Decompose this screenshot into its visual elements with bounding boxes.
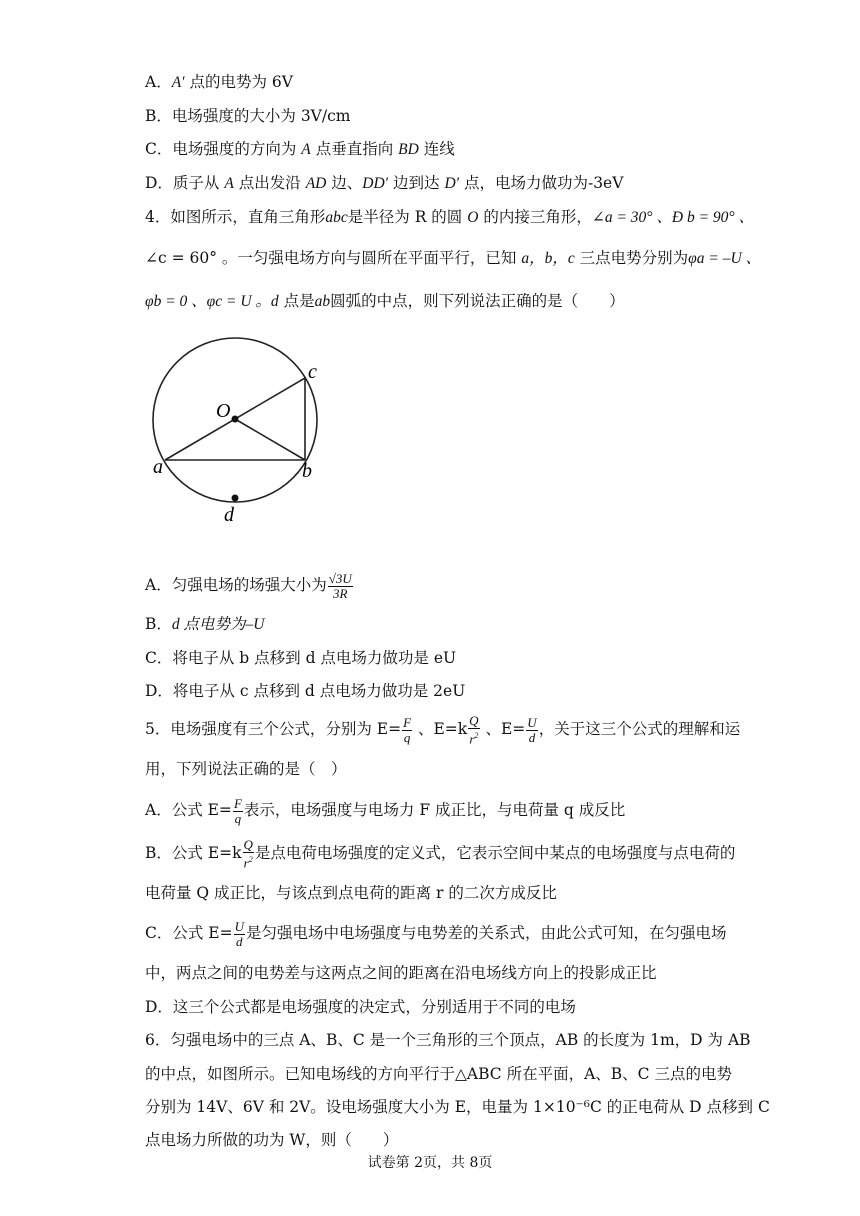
q4-stem-line3: φb = 0 、φc = U 。d 点是ab圆弧的中点，则下列说法正确的是（ ） <box>145 292 625 310</box>
q6-stem-line3: 分别为 14V、6V 和 2V。设电场强度大小为 E，电量为 1×10⁻⁶C 的正电荷从 D 点移到 C <box>145 1098 770 1116</box>
q6-stem-line4: 点电场力所做的功为 W，则（ ） <box>145 1131 399 1149</box>
q4-circle-figure <box>140 330 340 530</box>
center-point <box>232 416 239 423</box>
q3-option-d: D．质子从 A 点出发沿 AD 边、DD′ 边到达 D′ 点，电场力做功为-3eV <box>145 174 624 192</box>
q3-option-c: C．电场强度的方向为 A 点垂直指向 BD 连线 <box>145 140 455 158</box>
q4-option-b: B．d 点电势为–U <box>145 615 265 633</box>
q5-option-b-line2: 电荷量 Q 成正比，与该点到点电荷的距离 r 的二次方成反比 <box>145 884 557 902</box>
q3-option-b: B．电场强度的大小为 3V/cm <box>145 107 351 125</box>
label-o: O <box>216 400 231 422</box>
q6-stem-line1: 6．匀强电场中的三点 A、B、C 是一个三角形的三个顶点，AB 的长度为 1m，D 为 AB <box>145 1031 751 1049</box>
label-a: a <box>153 456 163 478</box>
q6-stem-line2: 的中点，如图所示。已知电场线的方向平行于△ABC 所在平面，A、B、C 三点的电势 <box>145 1065 732 1083</box>
label-c: c <box>308 361 317 383</box>
q4-option-d: D．将电子从 c 点移到 d 点电场力做功是 2eU <box>145 682 466 700</box>
label-b: b <box>302 460 312 482</box>
q5-option-b: B．公式 E=k $\frac{Q}{r^2}$ 是点电荷电场强度的定义式，它表示空间中某点的电场强度与点电荷的 <box>145 836 736 871</box>
q4-stem-line2: ∠c = 60° 。一匀强电场方向与圆所在平面平行，已知 a，b，c 三点电势分别为φa = –U 、 <box>145 249 762 267</box>
segment-ob <box>235 419 305 460</box>
point-d <box>232 495 239 502</box>
q5-option-c-line2: 中，两点之间的电势差与这两点之间的距离在沿电场线方向上的投影成正比 <box>145 964 657 982</box>
q5-stem-line2: 用，下列说法正确的是（ ） <box>145 760 347 778</box>
q5-option-a: A．公式 E= $\frac{F}{q}$ 表示，电场强度与电场力 F 成正比，与电荷量 q 成反比 <box>145 795 626 826</box>
q4-option-c: C．将电子从 b 点移到 d 点电场力做功是 eU <box>145 649 457 667</box>
q5-option-c: C．公式 E= $\frac{U}{d}$ 是匀强电场中电场强度与电势差的关系式，由此公式可知，在匀强电场 <box>145 918 727 949</box>
q5-option-d: D．这三个公式都是电场强度的决定式，分别适用于不同的电场 <box>145 998 576 1016</box>
q4-option-a: A．匀强电场的场强大小为 $\frac{√3U}{3R}$ <box>145 570 352 601</box>
q3-option-a: A．A′ 点的电势为 6V <box>145 73 293 91</box>
q5-stem-line1: 5．电场强度有三个公式，分别为 E= $\frac{F}{q}$ 、E=k $\frac{Q}{r^2}$ 、E= $\frac{U}{d}$ ，关于这三个公式的理解和运 <box>145 712 741 747</box>
label-d: d <box>224 504 234 526</box>
q4-stem-line1: 4．如图所示，直角三角形abc是半径为 R 的圆 O 的内接三角形，∠a = 30° 、Ð b = 90° 、 <box>145 208 754 226</box>
page-footer: 试卷第 2页，共 8页 <box>367 1155 493 1171</box>
